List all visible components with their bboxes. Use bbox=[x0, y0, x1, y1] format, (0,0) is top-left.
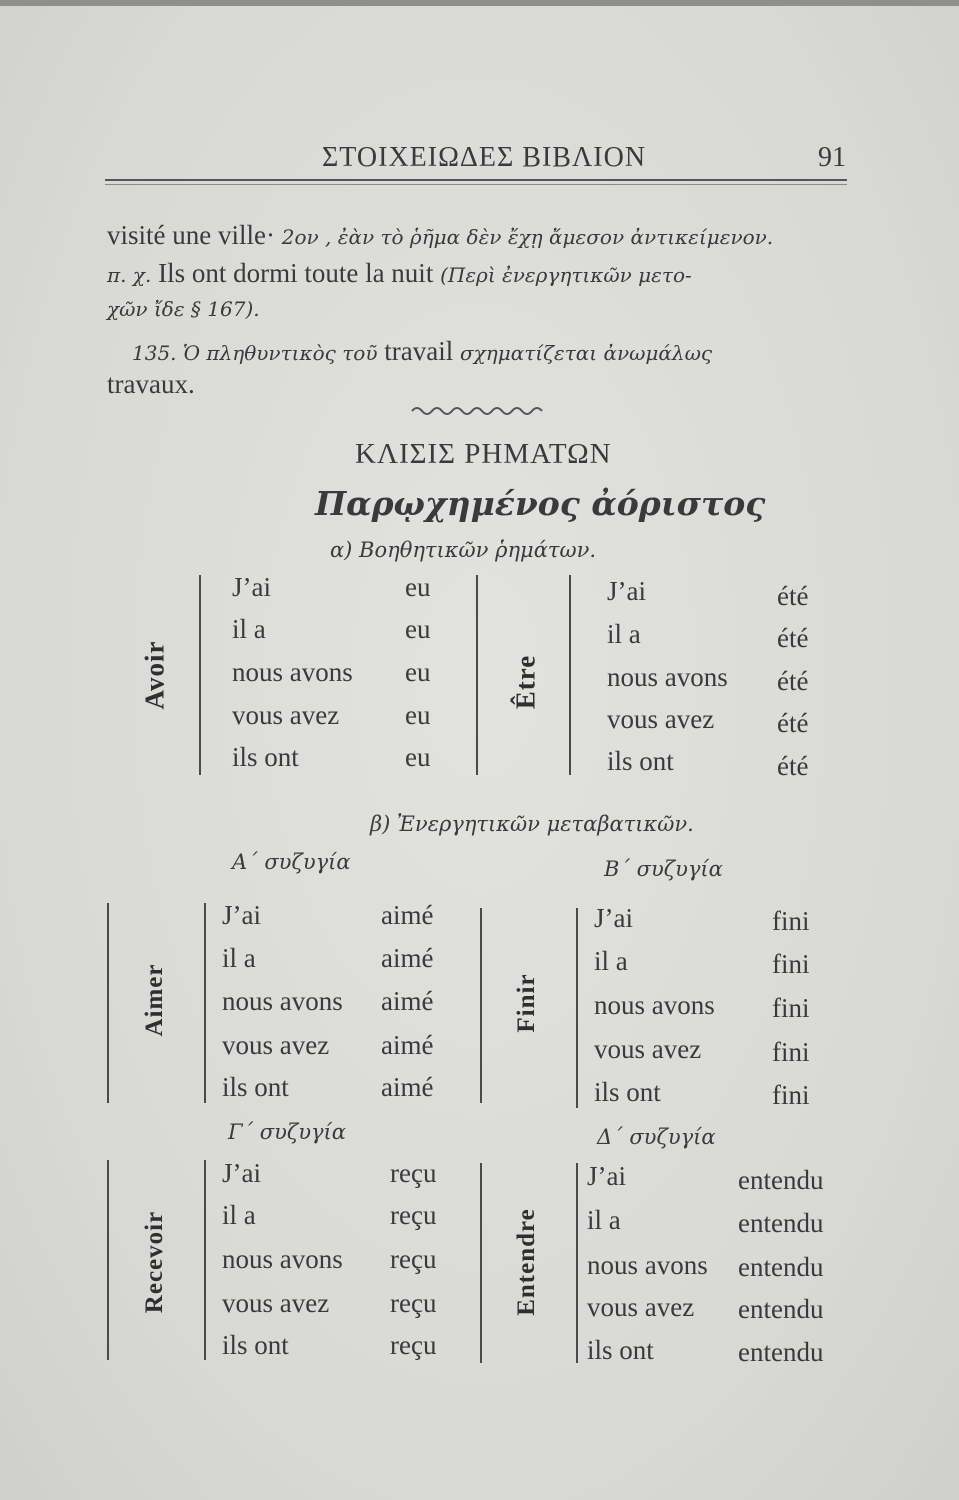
pronoun-cell: ils ont bbox=[587, 1335, 654, 1365]
participle-cell: eu bbox=[405, 700, 431, 730]
conjugation-heading-2: Β΄ συζυγία bbox=[604, 857, 723, 881]
pronoun-cell: vous avez bbox=[232, 700, 340, 730]
pronoun-cell: il a bbox=[607, 619, 641, 649]
participle-cell: entendu bbox=[738, 1208, 824, 1238]
pronoun-cell: vous avez bbox=[222, 1288, 330, 1318]
participle-cell: entendu bbox=[738, 1165, 824, 1195]
participle-cell: eu bbox=[405, 572, 431, 602]
table-divider bbox=[480, 908, 482, 1103]
table-divider bbox=[569, 575, 571, 775]
table-divider bbox=[480, 1163, 482, 1363]
participle-cell: fini bbox=[772, 906, 810, 936]
table-divider bbox=[107, 903, 109, 1103]
participle-cell: reçu bbox=[390, 1158, 437, 1188]
participle-cell: eu bbox=[405, 614, 431, 644]
part-b-heading: β) Ἐνεργητικῶν μεταβατικῶν. bbox=[370, 812, 694, 836]
intro-line-4-gr-b: σχηματίζεται ἀνωμάλως bbox=[459, 341, 713, 365]
conjugation-heading-4: Δ΄ συζυγία bbox=[597, 1125, 716, 1149]
verb-label-entendre: Entendre bbox=[513, 1208, 540, 1316]
verb-label-etre: Être bbox=[510, 654, 541, 710]
header-rule bbox=[105, 179, 847, 181]
participle-cell: reçu bbox=[390, 1288, 437, 1318]
pronoun-cell: J’ai bbox=[232, 572, 271, 602]
table-divider bbox=[204, 1160, 206, 1360]
pronoun-cell: ils ont bbox=[594, 1077, 661, 1107]
pronoun-cell: nous avons bbox=[607, 662, 728, 692]
table-divider bbox=[107, 1160, 109, 1360]
intro-line-2-gr-a: π. χ. bbox=[107, 263, 152, 287]
page-top-edge bbox=[0, 0, 959, 6]
table-divider bbox=[476, 575, 478, 775]
participle-cell: été bbox=[777, 666, 809, 696]
pronoun-cell: il a bbox=[587, 1205, 621, 1235]
participle-cell: reçu bbox=[390, 1200, 437, 1230]
pronoun-cell: ils ont bbox=[222, 1330, 289, 1360]
participle-cell: eu bbox=[405, 657, 431, 687]
intro-line-4 bbox=[132, 334, 712, 370]
participle-cell: aimé bbox=[381, 1072, 434, 1102]
running-header: ΣΤΟΙΧΕΙΩΔΕΣ ΒΙΒΛΙΟΝ bbox=[322, 142, 647, 173]
participle-cell: aimé bbox=[381, 943, 434, 973]
intro-line-3 bbox=[107, 290, 260, 326]
pronoun-cell: J’ai bbox=[587, 1161, 626, 1191]
pronoun-cell: J’ai bbox=[607, 576, 646, 606]
participle-cell: entendu bbox=[738, 1252, 824, 1282]
participle-cell: fini bbox=[772, 1037, 810, 1067]
header-rule-thin bbox=[105, 184, 847, 185]
intro-line-1 bbox=[107, 218, 773, 254]
intro-line-2-gr-b: (Περὶ ἐνεργητικῶν μετο- bbox=[440, 263, 692, 287]
section-subtitle: Παρῳχημένος ἀόριστος bbox=[315, 484, 766, 523]
intro-line-5: travaux. bbox=[107, 369, 195, 399]
pronoun-cell: J’ai bbox=[594, 903, 633, 933]
pronoun-cell: il a bbox=[222, 943, 256, 973]
pronoun-cell: nous avons bbox=[222, 986, 343, 1016]
pronoun-cell: il a bbox=[594, 946, 628, 976]
page-number: 91 bbox=[818, 142, 846, 173]
pronoun-cell: J’ai bbox=[222, 1158, 261, 1188]
pronoun-cell: ils ont bbox=[222, 1072, 289, 1102]
pronoun-cell: nous avons bbox=[232, 657, 353, 687]
verb-label-avoir: Avoir bbox=[139, 640, 170, 710]
participle-cell: été bbox=[777, 581, 809, 611]
section-title: ΚΛΙΣΙΣ ΡΗΜΑΤΩΝ bbox=[355, 438, 612, 470]
intro-line-4-gr-a: 135. Ὁ πληθυντικὸς τοῦ bbox=[132, 341, 378, 365]
participle-cell: aimé bbox=[381, 986, 434, 1016]
participle-cell: fini bbox=[772, 993, 810, 1023]
intro-line-2 bbox=[107, 256, 692, 292]
pronoun-cell: il a bbox=[222, 1200, 256, 1230]
table-divider bbox=[576, 908, 578, 1108]
intro-line-3-text: χῶν ἴδε § 167). bbox=[107, 297, 260, 321]
pronoun-cell: il a bbox=[232, 614, 266, 644]
table-divider bbox=[204, 903, 206, 1103]
participle-cell: eu bbox=[405, 742, 431, 772]
participle-cell: reçu bbox=[390, 1330, 437, 1360]
pronoun-cell: J’ai bbox=[222, 900, 261, 930]
participle-cell: entendu bbox=[738, 1337, 824, 1367]
participle-cell: fini bbox=[772, 1080, 810, 1110]
participle-cell: reçu bbox=[390, 1244, 437, 1274]
pronoun-cell: nous avons bbox=[222, 1244, 343, 1274]
participle-cell: été bbox=[777, 708, 809, 738]
pronoun-cell: ils ont bbox=[607, 746, 674, 776]
participle-cell: aimé bbox=[381, 1030, 434, 1060]
pronoun-cell: ils ont bbox=[232, 742, 299, 772]
participle-cell: fini bbox=[772, 949, 810, 979]
conjugation-heading-3: Γ΄ συζυγία bbox=[228, 1120, 346, 1144]
participle-cell: été bbox=[777, 751, 809, 781]
pronoun-cell: vous avez bbox=[594, 1034, 702, 1064]
conjugation-heading-1: Α΄ συζυγία bbox=[232, 850, 351, 874]
verb-label-recevoir: Recevoir bbox=[141, 1210, 168, 1314]
pronoun-cell: vous avez bbox=[222, 1030, 330, 1060]
pronoun-cell: nous avons bbox=[587, 1250, 708, 1280]
verb-label-aimer: Aimer bbox=[141, 963, 168, 1037]
pronoun-cell: vous avez bbox=[607, 704, 715, 734]
pronoun-cell: nous avons bbox=[594, 990, 715, 1020]
participle-cell: aimé bbox=[381, 900, 434, 930]
intro-line-4-fr: travail bbox=[384, 336, 454, 366]
pronoun-cell: vous avez bbox=[587, 1292, 695, 1322]
table-divider bbox=[576, 1163, 578, 1363]
table-divider bbox=[199, 575, 201, 775]
verb-label-finir: Finir bbox=[513, 973, 540, 1033]
part-a-heading: α) Βοηθητικῶν ῥημάτων. bbox=[330, 538, 597, 562]
ornament-swash-icon bbox=[410, 402, 545, 420]
participle-cell: entendu bbox=[738, 1294, 824, 1324]
participle-cell: été bbox=[777, 623, 809, 653]
intro-line-1-gr: 2ον , ἐὰν τὸ ῥῆμα δὲν ἔχῃ ἄμεσον ἀντικείμενον. bbox=[281, 225, 774, 249]
intro-line-1-fr: visité une ville· bbox=[107, 220, 275, 250]
intro-line-2-fr: Ils ont dormi toute la nuit bbox=[158, 258, 434, 288]
